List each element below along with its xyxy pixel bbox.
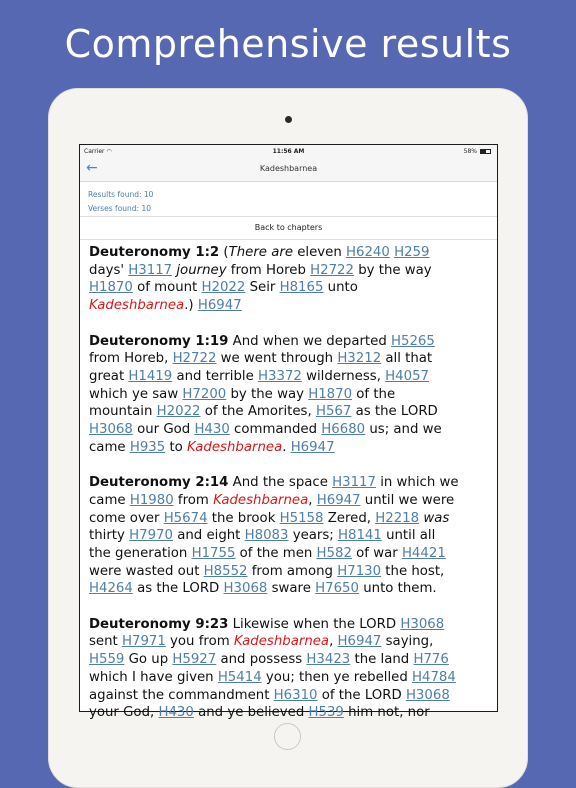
strongs-number-link[interactable]: H8552 xyxy=(203,563,248,579)
verse-text: by the way xyxy=(353,262,432,278)
strongs-number-link[interactable]: H3068 xyxy=(89,422,133,438)
verse-text: ( xyxy=(219,245,229,260)
strongs-number-link[interactable]: H7970 xyxy=(129,528,173,544)
verse-text: as the LORD xyxy=(132,581,224,597)
verse-text: to xyxy=(165,439,188,455)
verses-count: Verses found: 10 xyxy=(88,204,152,213)
verse-text: us; and we xyxy=(365,422,442,438)
verse-text: great xyxy=(89,368,129,384)
strongs-number-link[interactable]: H3068 xyxy=(405,687,450,703)
verse-line xyxy=(89,262,497,280)
verse-text: unto xyxy=(323,280,358,296)
verse-text: as the LORD xyxy=(351,404,438,420)
strongs-number-link[interactable]: H8141 xyxy=(338,528,382,544)
strongs-number-link[interactable]: H7971 xyxy=(121,634,166,650)
verse-line xyxy=(89,333,497,351)
verse-line xyxy=(89,510,497,528)
strongs-number-link[interactable]: H430 xyxy=(194,422,230,438)
verse-result xyxy=(89,333,497,457)
verse-text: .) xyxy=(184,298,198,314)
verse-text: of war xyxy=(351,545,402,561)
verse-text: and ye believed xyxy=(193,705,309,721)
strongs-number-link[interactable]: H6240 xyxy=(346,245,390,260)
battery-status xyxy=(464,148,491,155)
strongs-number-link[interactable]: H776 xyxy=(413,652,449,668)
verse-line xyxy=(89,244,497,262)
strongs-number-link[interactable]: H7200 xyxy=(182,386,227,402)
battery-fill xyxy=(481,150,486,153)
strongs-number-link[interactable]: H1870 xyxy=(89,280,133,296)
verse-text: of the men xyxy=(235,545,317,561)
app-screen xyxy=(79,144,498,721)
verse-reference[interactable]: Deuteronomy 1:2 xyxy=(89,245,220,260)
verse-line xyxy=(89,421,497,439)
strongs-number-link[interactable]: H6947 xyxy=(197,298,242,314)
verse-line xyxy=(89,580,497,598)
back-to-chapters-button[interactable]: Back to chapters xyxy=(80,216,497,240)
verse-line xyxy=(89,704,497,722)
verse-text: Go up xyxy=(124,652,173,668)
results-count: Results found: 10 xyxy=(88,190,154,199)
search-hit: Kadeshbarnea xyxy=(89,298,185,314)
verse-text: unto them. xyxy=(358,581,437,597)
verse-text: eleven xyxy=(293,245,346,260)
strongs-number-link[interactable]: H3117 xyxy=(128,262,173,278)
verse-text: the land xyxy=(350,652,414,668)
strongs-number-link[interactable]: H3372 xyxy=(258,368,302,384)
verse-text: until all xyxy=(381,528,436,544)
search-hit: Kadeshbarnea xyxy=(213,492,309,508)
verse-line xyxy=(89,545,497,563)
verse-text: sware xyxy=(267,581,316,597)
carrier-text: Carrier xyxy=(84,148,105,155)
strongs-number-link[interactable]: H559 xyxy=(89,652,125,668)
strongs-number-link[interactable]: H539 xyxy=(308,705,344,721)
strongs-number-link[interactable]: H5414 xyxy=(217,669,262,685)
verse-text: of the LORD xyxy=(317,687,406,703)
verse-text: Seir xyxy=(245,280,280,296)
battery-icon xyxy=(480,149,491,154)
strongs-number-link[interactable]: H5265 xyxy=(391,333,435,349)
verse-line xyxy=(89,350,497,368)
verse-text: And when we departed xyxy=(228,333,391,349)
italic-text: was xyxy=(423,510,450,526)
strongs-number-link[interactable]: H4057 xyxy=(385,368,429,384)
home-button[interactable] xyxy=(274,723,301,750)
verse-text: from among xyxy=(247,563,338,579)
verse-text: , xyxy=(308,492,317,508)
search-summary xyxy=(80,182,497,216)
strongs-number-link[interactable]: H3068 xyxy=(400,616,445,632)
verse-text: Zered, xyxy=(323,510,376,526)
promo-headline: Comprehensive results xyxy=(64,22,512,66)
verse-text: from xyxy=(173,492,214,508)
strongs-number-link[interactable]: H935 xyxy=(129,439,166,455)
verse-line xyxy=(89,368,497,386)
verse-text: wilderness, xyxy=(301,368,386,384)
strongs-number-link[interactable]: H259 xyxy=(394,245,430,260)
verse-text: the host, xyxy=(381,563,445,579)
strongs-number-link[interactable]: H3117 xyxy=(332,475,376,491)
verse-text: come over xyxy=(89,510,164,526)
verse-text: mountain xyxy=(89,404,157,420)
verse-text: saying, xyxy=(381,634,434,650)
verse-text: against the commandment xyxy=(89,687,274,703)
verse-text: all that xyxy=(381,351,433,367)
verse-text: and possess xyxy=(216,652,307,668)
verse-text: days' xyxy=(89,262,129,278)
verse-line xyxy=(89,651,497,669)
verse-line xyxy=(89,492,497,510)
navigation-bar xyxy=(80,157,497,182)
strongs-number-link[interactable]: H1755 xyxy=(191,545,236,561)
verse-text: which ye saw xyxy=(89,386,183,402)
status-bar xyxy=(80,145,497,157)
verse-text: from Horeb, xyxy=(89,351,173,367)
strongs-number-link[interactable]: H7650 xyxy=(315,581,359,597)
verse-reference[interactable]: Deuteronomy 9:23 xyxy=(89,616,229,632)
wifi-icon: ◠ xyxy=(106,148,112,155)
camera-icon xyxy=(285,116,292,123)
strongs-number-link[interactable]: H2722 xyxy=(310,262,354,278)
verse-reference[interactable]: Deuteronomy 2:14 xyxy=(89,475,229,491)
verse-text: of the xyxy=(352,386,396,402)
strongs-number-link[interactable]: H6680 xyxy=(321,422,366,438)
verse-result xyxy=(89,244,497,315)
verse-text: , xyxy=(329,634,338,650)
verse-line xyxy=(89,279,497,297)
verse-results-list xyxy=(80,240,497,722)
strongs-number-link[interactable]: H4264 xyxy=(89,581,133,597)
search-hit: Kadeshbarnea xyxy=(187,439,283,455)
search-hit: Kadeshbarnea xyxy=(233,634,330,650)
verse-text: And the space xyxy=(228,475,333,491)
verse-line xyxy=(89,616,497,634)
verse-text: the brook xyxy=(207,510,280,526)
verse-reference[interactable]: Deuteronomy 1:19 xyxy=(89,333,229,349)
verse-text: and terrible xyxy=(172,368,259,384)
strongs-number-link[interactable]: H5674 xyxy=(163,510,208,526)
verse-text: him not, nor xyxy=(343,705,430,721)
verse-line xyxy=(89,386,497,404)
strongs-number-link[interactable]: H8083 xyxy=(244,528,289,544)
verse-line xyxy=(89,297,497,315)
strongs-number-link[interactable]: H1980 xyxy=(129,492,174,508)
strongs-number-link[interactable]: H1419 xyxy=(128,368,173,384)
verse-line xyxy=(89,633,497,651)
strongs-number-link[interactable]: H4784 xyxy=(412,669,456,685)
strongs-number-link[interactable]: H3068 xyxy=(223,581,268,597)
strongs-number-link[interactable]: H7130 xyxy=(337,563,382,579)
strongs-number-link[interactable]: H2022 xyxy=(156,404,201,420)
verse-text: . xyxy=(282,439,291,455)
verse-result xyxy=(89,474,497,598)
verse-text: Likewise when the LORD xyxy=(228,616,401,632)
strongs-number-link[interactable]: H1870 xyxy=(308,386,353,402)
verse-text: we went through xyxy=(216,351,338,367)
strongs-number-link[interactable]: H6947 xyxy=(337,634,382,650)
verse-text: commanded xyxy=(229,422,322,438)
verse-text: were wasted out xyxy=(89,563,204,579)
verse-text: of the Amorites, xyxy=(200,404,316,420)
nav-title: Kadeshbarnea xyxy=(259,164,318,173)
strongs-number-link[interactable]: H582 xyxy=(316,545,352,561)
verse-text: you from xyxy=(165,634,234,650)
strongs-number-link[interactable]: H8165 xyxy=(279,280,324,296)
verse-line xyxy=(89,563,497,581)
strongs-number-link[interactable]: H3212 xyxy=(337,351,382,367)
verse-text: your God, xyxy=(89,705,159,721)
strongs-number-link[interactable]: H5927 xyxy=(172,652,217,668)
verse-text: thirty xyxy=(89,528,130,544)
verse-text: until we were xyxy=(360,492,455,508)
italic-text: journey xyxy=(176,262,227,278)
strongs-number-link[interactable]: H2218 xyxy=(375,510,420,526)
verse-result xyxy=(89,616,497,722)
verse-line xyxy=(89,527,497,545)
verse-text: came xyxy=(89,492,130,508)
strongs-number-link[interactable]: H3423 xyxy=(306,652,351,668)
status-time: 11:56 AM xyxy=(272,148,305,155)
verse-text: our God xyxy=(132,422,195,438)
verse-line xyxy=(89,439,497,457)
verse-text: you; then ye rebelled xyxy=(261,669,412,685)
verse-text: and eight xyxy=(172,528,245,544)
strongs-number-link[interactable]: H2022 xyxy=(201,280,246,296)
back-arrow-icon[interactable]: ← xyxy=(86,160,98,176)
strongs-number-link[interactable]: H567 xyxy=(315,404,352,420)
verse-text: which I have given xyxy=(89,669,218,685)
verse-line xyxy=(89,669,497,687)
verse-text: sent xyxy=(89,634,122,650)
verse-text: in which we xyxy=(375,475,459,491)
verse-text: came xyxy=(89,439,130,455)
strongs-number-link[interactable]: H430 xyxy=(158,705,194,721)
strongs-number-link[interactable]: H2722 xyxy=(172,351,217,367)
verse-text: from Horeb xyxy=(226,262,311,278)
verse-line xyxy=(89,687,497,705)
strongs-number-link[interactable]: H5158 xyxy=(279,510,324,526)
strongs-number-link[interactable]: H6310 xyxy=(273,687,318,703)
verse-line xyxy=(89,474,497,492)
battery-percent: 58% xyxy=(463,148,477,155)
verse-text: the generation xyxy=(89,545,192,561)
verse-text: of mount xyxy=(132,280,202,296)
verse-text: years; xyxy=(288,528,338,544)
italic-text: There are xyxy=(228,245,293,260)
verse-line xyxy=(89,403,497,421)
strongs-number-link[interactable]: H4421 xyxy=(401,545,446,561)
strongs-number-link[interactable]: H6947 xyxy=(290,439,335,455)
verse-text: by the way xyxy=(226,386,309,402)
strongs-number-link[interactable]: H6947 xyxy=(316,492,361,508)
